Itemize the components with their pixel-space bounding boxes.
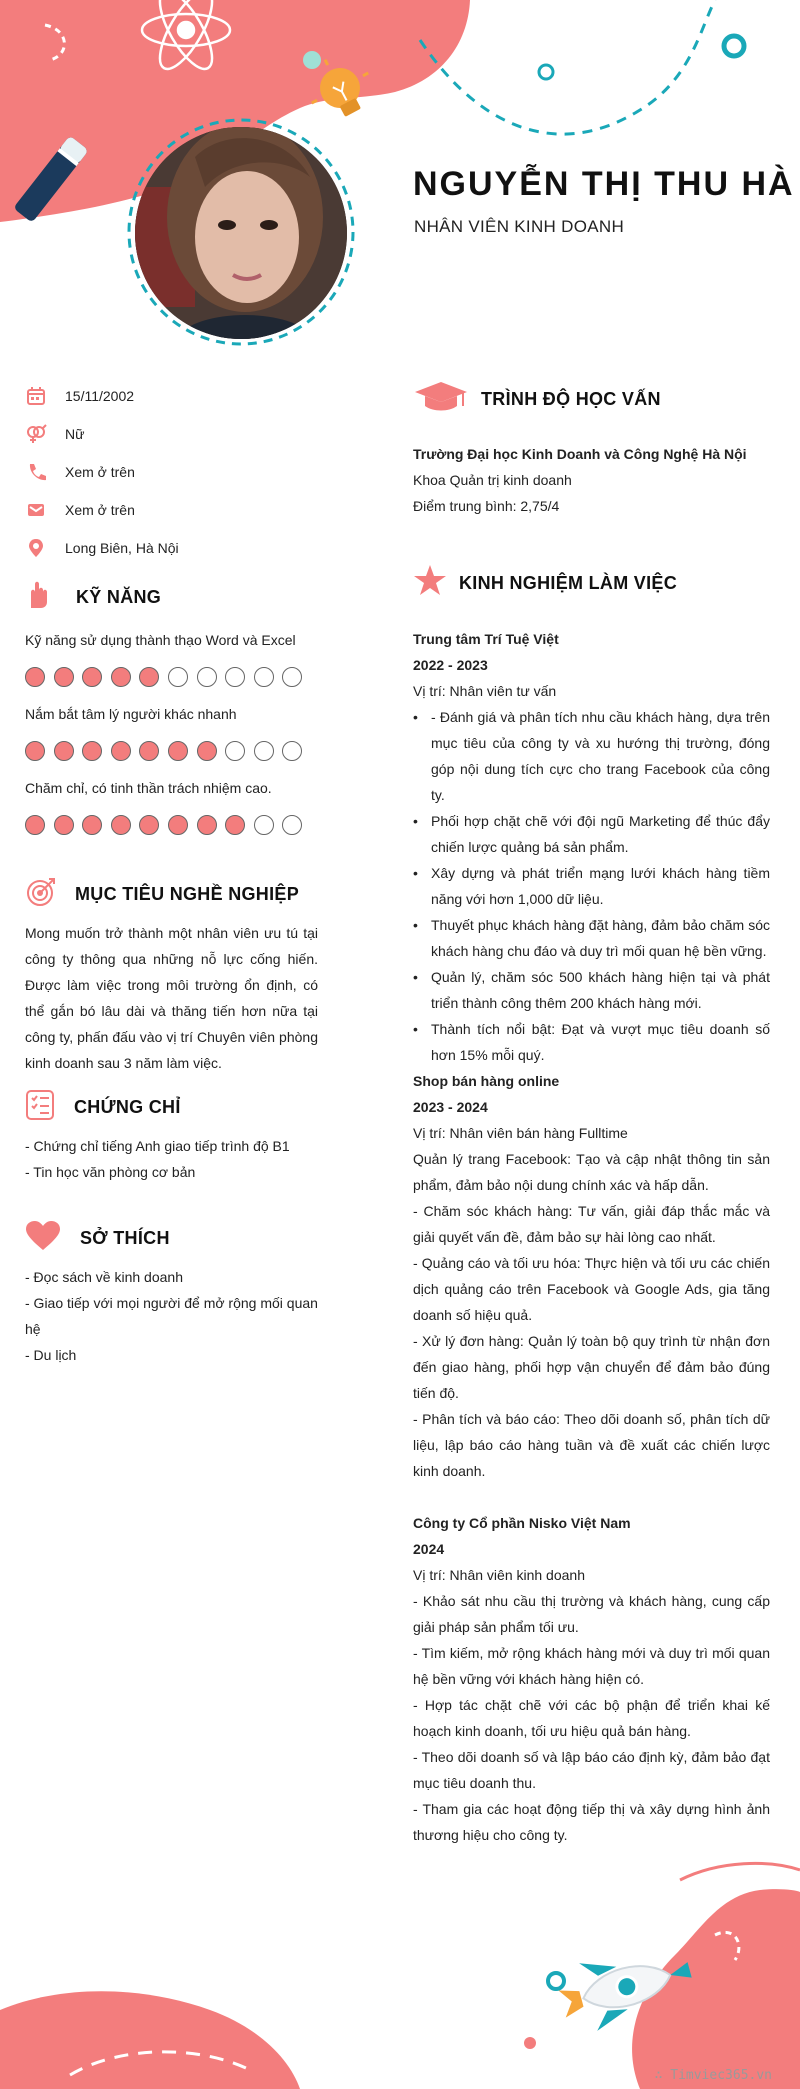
hobby-item: - Du lịch xyxy=(25,1347,77,1363)
certificates-heading xyxy=(25,1089,181,1126)
contact-phone xyxy=(25,457,135,487)
rating-dot-filled xyxy=(54,815,74,835)
job-bullet: • Quản lý, chăm sóc 500 khách hàng hiện tại và phát triển thành công thêm 200 khách hàng mới. xyxy=(413,964,770,1016)
rating-dot-filled xyxy=(197,741,217,761)
avatar-illustration xyxy=(135,127,347,339)
candidate-role: NHÂN VIÊN KINH DOANH xyxy=(414,217,625,236)
birthdate-value: 15/11/2002 xyxy=(65,388,135,404)
rating-dot-empty xyxy=(282,667,302,687)
job-period: 2023 - 2024 xyxy=(413,1099,488,1115)
rating-dot-empty xyxy=(254,667,274,687)
job-line: - Xử lý đơn hàng: Quản lý toàn bộ quy trình từ nhận đơn đến giao hàng, phối hợp vận chuyển để đảm bảo đúng tiến độ. xyxy=(413,1333,770,1401)
location-icon xyxy=(25,537,47,559)
rating-dot-filled xyxy=(225,815,245,835)
rating-dot-filled xyxy=(82,741,102,761)
job-period: 2024 xyxy=(413,1541,445,1557)
location-value: Long Biên, Hà Nội xyxy=(65,540,179,556)
skill-label: Nắm bắt tâm lý người khác nhanh xyxy=(25,706,237,722)
contact-location xyxy=(25,533,179,563)
certificate-item: - Chứng chỉ tiếng Anh giao tiếp trình độ B1 xyxy=(25,1138,290,1154)
rating-dot-filled xyxy=(111,815,131,835)
objective-text: Mong muốn trở thành một nhân viên ưu tú tại công ty thông qua những nỗ lực cống hiến. Được làm việc trong môi trường ổn định, có thể gắn bó lâu dài và thăng tiến hơn nữa tại công ty, phấn đấu vào vị trí Chuyên viên phòng kinh doanh sau 3 năm làm việc. xyxy=(25,925,318,1071)
rating-dot-empty xyxy=(168,667,188,687)
certificates-title: CHỨNG CHỈ xyxy=(74,1097,181,1117)
rating-dot-filled xyxy=(139,815,159,835)
job-line: - Quảng cáo và tối ưu hóa: Thực hiện và tối ưu các chiến dịch quảng cáo trên Facebook và Google Ads, gia tăng doanh số hiệu quả. xyxy=(413,1255,770,1323)
hobby-item: - Giao tiếp với mọi người để mở rộng mối quan hệ xyxy=(25,1295,318,1337)
job-entry xyxy=(413,1510,770,1848)
job-line: - Theo dõi doanh số và lập báo cáo định kỳ, đảm bảo đạt mục tiêu doanh thu. xyxy=(413,1749,770,1791)
job-position: Vị trí: Nhân viên bán hàng Fulltime xyxy=(413,1125,628,1141)
phone-icon xyxy=(25,461,47,483)
skills-title: KỸ NĂNG xyxy=(76,587,162,607)
job-entry xyxy=(413,1068,770,1484)
candidate-name: NGUYỄN THỊ THU HÀ xyxy=(413,165,795,203)
rating-dot-empty xyxy=(254,815,274,835)
rating-dot-empty xyxy=(225,741,245,761)
rating-dot-empty xyxy=(197,667,217,687)
rating-dot-filled xyxy=(168,741,188,761)
job-line: - Phân tích và báo cáo: Theo dõi doanh số, phân tích dữ liệu, lập báo cáo hàng tuần và đề xuất các chiến lược kinh doanh. xyxy=(413,1411,770,1479)
rating-dot-empty xyxy=(254,741,274,761)
hobbies-title: SỞ THÍCH xyxy=(80,1228,170,1248)
rating-dot-filled xyxy=(111,741,131,761)
rating-dot-filled xyxy=(139,741,159,761)
star-icon xyxy=(413,564,447,603)
rating-dot-empty xyxy=(225,667,245,687)
contact-email xyxy=(25,495,135,525)
email-icon xyxy=(25,499,47,521)
certificates-list xyxy=(25,1133,325,1185)
rating-dot-filled xyxy=(54,667,74,687)
target-icon xyxy=(25,876,57,913)
contact-birthdate xyxy=(25,381,134,411)
watermark-text: Timviec365.vn xyxy=(670,2068,772,2083)
skills-heading xyxy=(25,580,161,615)
graduation-cap-icon xyxy=(413,380,469,419)
job-bullet: • Phối hợp chặt chẽ với đội ngũ Marketing để thúc đẩy chiến lược quảng bá sản phẩm. xyxy=(413,808,770,860)
job-line: - Tìm kiếm, mở rộng khách hàng mới và duy trì mối quan hệ bền vững với khách hàng hiện có. xyxy=(413,1645,770,1687)
rating-dot-filled xyxy=(25,815,45,835)
job-line: - Khảo sát nhu cầu thị trường và khách hàng, cung cấp giải pháp sản phẩm tối ưu. xyxy=(413,1593,770,1635)
rating-dot-filled xyxy=(168,815,188,835)
phone-value: Xem ở trên xyxy=(65,464,135,480)
education-heading xyxy=(413,380,661,419)
watermark: ∴ Timviec365.vn xyxy=(654,2068,772,2083)
avatar xyxy=(135,127,347,339)
job-line: Quản lý trang Facebook: Tạo và cập nhật thông tin sản phẩm, đảm bảo nội dung chính xác và hấp dẫn. xyxy=(413,1151,770,1193)
rating-dot-filled xyxy=(25,667,45,687)
rating-dot-empty xyxy=(282,741,302,761)
checklist-icon xyxy=(25,1089,57,1126)
job-line: - Tham gia các hoạt động tiếp thị và xây dựng hình ảnh thương hiệu cho công ty. xyxy=(413,1801,770,1843)
contact-gender xyxy=(25,419,84,449)
rating-dot-filled xyxy=(25,741,45,761)
job-position: Vị trí: Nhân viên tư vấn xyxy=(413,683,557,699)
hobbies-heading xyxy=(25,1220,170,1257)
job-position: Vị trí: Nhân viên kinh doanh xyxy=(413,1567,585,1583)
rating-dot-filled xyxy=(197,815,217,835)
job-bullet: • Thành tích nổi bật: Đạt và vượt mục tiêu doanh số hơn 15% mỗi quý. xyxy=(413,1016,770,1068)
rating-dot-empty xyxy=(282,815,302,835)
objective-title: MỤC TIÊU NGHỀ NGHIỆP xyxy=(75,884,300,904)
gender-icon xyxy=(25,423,47,445)
experience-heading xyxy=(413,564,677,603)
rating-dot-filled xyxy=(139,667,159,687)
job-bullet: • Xây dựng và phát triển mạng lưới khách hàng tiềm năng với hơn 1,000 dữ liệu. xyxy=(413,860,770,912)
skill-label: Chăm chỉ, có tinh thần trách nhiệm cao. xyxy=(25,780,272,796)
education-faculty: Khoa Quản trị kinh doanh xyxy=(413,472,572,488)
email-value: Xem ở trên xyxy=(65,502,135,518)
education-gpa: Điểm trung bình: 2,75/4 xyxy=(413,498,560,514)
gender-value: Nữ xyxy=(65,426,85,442)
certificate-item: - Tin học văn phòng cơ bản xyxy=(25,1164,196,1180)
job-bullet: • - Đánh giá và phân tích nhu cầu khách hàng, dựa trên mục tiêu của công ty và xu hướng thị trường, đóng góp nội dung tích cực cho trang Facebook của công ty. xyxy=(413,704,770,808)
education-title: TRÌNH ĐỘ HỌC VẤN xyxy=(481,389,661,409)
skill-rating xyxy=(25,815,302,835)
job-line: - Chăm sóc khách hàng: Tư vấn, giải đáp thắc mắc và giải quyết vấn đề, đảm bảo sự hài lòng cao nhất. xyxy=(413,1203,770,1245)
skill-label: Kỹ năng sử dụng thành thạo Word và Excel xyxy=(25,632,296,648)
job-company: Công ty Cổ phần Nisko Việt Nam xyxy=(413,1515,631,1531)
rating-dot-filled xyxy=(111,667,131,687)
experience-title: KINH NGHIỆM LÀM VIỆC xyxy=(459,573,678,593)
heart-icon xyxy=(25,1220,61,1257)
hobbies-list xyxy=(25,1264,325,1368)
skill-rating xyxy=(25,667,302,687)
job-company: Trung tâm Trí Tuệ Việt xyxy=(413,631,559,647)
job-company: Shop bán hàng online xyxy=(413,1073,560,1089)
skill-rating xyxy=(25,741,302,761)
calendar-icon xyxy=(25,385,47,407)
education-school: Trường Đại học Kinh Doanh và Công Nghệ Hà Nội xyxy=(413,446,747,462)
hobby-item: - Đọc sách về kinh doanh xyxy=(25,1269,183,1285)
education-details xyxy=(413,441,770,519)
rating-dot-filled xyxy=(82,815,102,835)
job-period: 2022 - 2023 xyxy=(413,657,488,673)
rating-dot-filled xyxy=(54,741,74,761)
job-entry xyxy=(413,626,770,1068)
hand-icon xyxy=(25,580,51,615)
job-line: - Hợp tác chặt chẽ với các bộ phận để triển khai kế hoạch kinh doanh, tối ưu hiệu quả bán hàng. xyxy=(413,1697,770,1739)
job-bullet: • Thuyết phục khách hàng đặt hàng, đảm bảo chăm sóc khách hàng chu đáo và duy trì mối quan hệ bền vững. xyxy=(413,912,770,964)
objective-heading xyxy=(25,876,299,913)
rating-dot-filled xyxy=(82,667,102,687)
